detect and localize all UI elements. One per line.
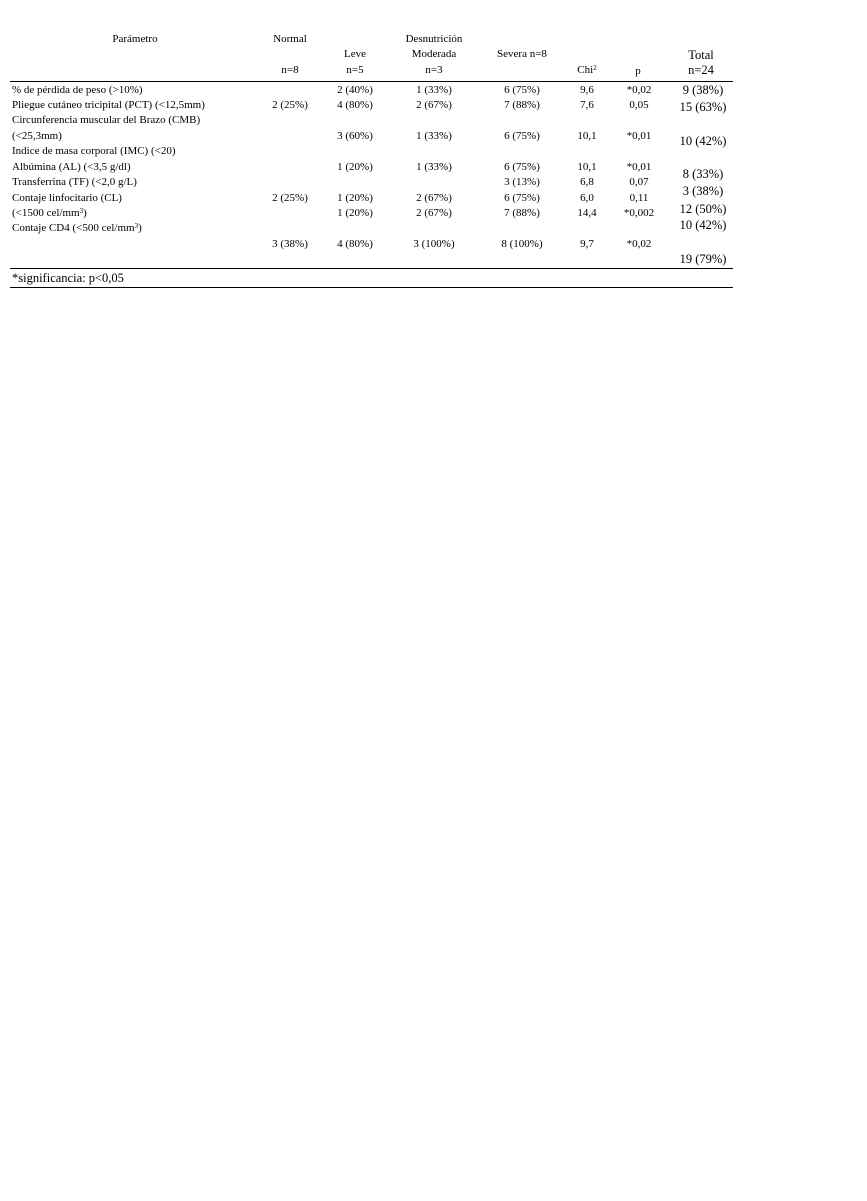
- moderada-cl: 2 (67%): [416, 192, 452, 204]
- moderada-cmb: 1 (33%): [416, 130, 452, 142]
- header-moderada: Moderada: [411, 48, 457, 60]
- moderada-al: 1 (33%): [416, 161, 452, 173]
- header-normal: Normal: [273, 33, 307, 45]
- leve-peso: 2 (40%): [337, 84, 373, 96]
- header-leve-n: n=5: [346, 64, 364, 76]
- param-albumina: Albúmina (AL) (<3,5 g/dl): [12, 161, 131, 173]
- moderada-cd4: 3 (100%): [413, 238, 455, 250]
- severa-al: 6 (75%): [504, 161, 540, 173]
- p-al: *0,01: [626, 161, 652, 173]
- moderada-linfocitos: 2 (67%): [416, 207, 452, 219]
- header-moderada-n: n=3: [425, 64, 443, 76]
- p-tf: 0,07: [629, 176, 649, 188]
- param-contaje-linfocitario: Contaje linfocitario (CL): [12, 192, 122, 204]
- param-cd4: Contaje CD4 (<500 cel/$mm^3$): [12, 222, 142, 234]
- header-total-n: n=24: [688, 63, 714, 77]
- total-peso: 9 (38%): [682, 83, 724, 97]
- param-cmb: Circunferencia muscular del Brazo (CMB): [12, 114, 201, 126]
- leve-pct: 4 (80%): [337, 99, 373, 111]
- header-leve: Leve: [344, 48, 366, 60]
- leve-cd4: 4 (80%): [337, 238, 373, 250]
- total-pct: 15 (63%): [679, 100, 727, 114]
- p-pct: 0,05: [629, 99, 649, 111]
- footnote-rule: [10, 287, 733, 288]
- normal-cd4: 3 (38%): [272, 238, 308, 250]
- severa-cd4: 8 (100%): [501, 238, 543, 250]
- p-cl: 0,11: [629, 192, 649, 204]
- p-cd4: *0,02: [626, 238, 652, 250]
- severa-tf: 3 (13%): [504, 176, 540, 188]
- param-imc: Indice de masa corporal (IMC) (<20): [12, 145, 176, 157]
- bottom-rule: [10, 268, 733, 269]
- p-cmb: *0,01: [626, 130, 652, 142]
- header-p: p: [635, 65, 641, 77]
- header-total: Total: [688, 48, 714, 62]
- total-linfocitos: 10 (42%): [679, 218, 727, 232]
- normal-pct: 2 (25%): [272, 99, 308, 111]
- header-desnutricion: Desnutrición: [405, 33, 463, 45]
- total-cd4: 19 (79%): [679, 252, 727, 266]
- p-linfocitos: *0,002: [623, 207, 655, 219]
- chi-al: 10,1: [577, 161, 597, 173]
- header-chi: Chi$^2$: [577, 64, 597, 76]
- param-pct: Pliegue cutáneo tricipital (PCT) (<12,5mm): [12, 99, 205, 111]
- p-peso: *0,02: [626, 84, 652, 96]
- severa-linfocitos: 7 (88%): [504, 207, 540, 219]
- leve-cmb: 3 (60%): [337, 130, 373, 142]
- header-normal-n: n=8: [281, 64, 299, 76]
- header-rule: [10, 81, 733, 82]
- param-linfocitos-value: (<1500 cel/$mm^3$): [12, 207, 87, 219]
- total-tf: 3 (38%): [682, 184, 724, 198]
- total-cl: 12 (50%): [679, 202, 727, 216]
- chi-tf: 6,8: [580, 176, 594, 188]
- chi-cmb: 10,1: [577, 130, 597, 142]
- normal-cl: 2 (25%): [272, 192, 308, 204]
- leve-al: 1 (20%): [337, 161, 373, 173]
- severa-pct: 7 (88%): [504, 99, 540, 111]
- total-al: 8 (33%): [682, 167, 724, 181]
- chi-pct: 7,6: [580, 99, 594, 111]
- leve-linfocitos: 1 (20%): [337, 207, 373, 219]
- chi-cd4: 9,7: [580, 238, 594, 250]
- chi-peso: 9,6: [580, 84, 594, 96]
- severa-peso: 6 (75%): [504, 84, 540, 96]
- chi-linfocitos: 14,4: [577, 207, 597, 219]
- chi-cl: 6,0: [580, 192, 594, 204]
- leve-cl: 1 (20%): [337, 192, 373, 204]
- severa-cl: 6 (75%): [504, 192, 540, 204]
- footnote: *significancia: p<0,05: [12, 271, 124, 285]
- moderada-peso: 1 (33%): [416, 84, 452, 96]
- header-parametro: Parámetro: [112, 33, 158, 45]
- moderada-pct: 2 (67%): [416, 99, 452, 111]
- header-severa: Severa n=8: [497, 48, 547, 60]
- severa-cmb: 6 (75%): [504, 130, 540, 142]
- param-peso: % de pérdida de peso (>10%): [12, 84, 143, 96]
- param-cmb-value: (<25,3mm): [12, 130, 62, 142]
- param-transferrina: Transferrina (TF) (<2,0 g/L): [12, 176, 137, 188]
- total-cmb: 10 (42%): [679, 134, 727, 148]
